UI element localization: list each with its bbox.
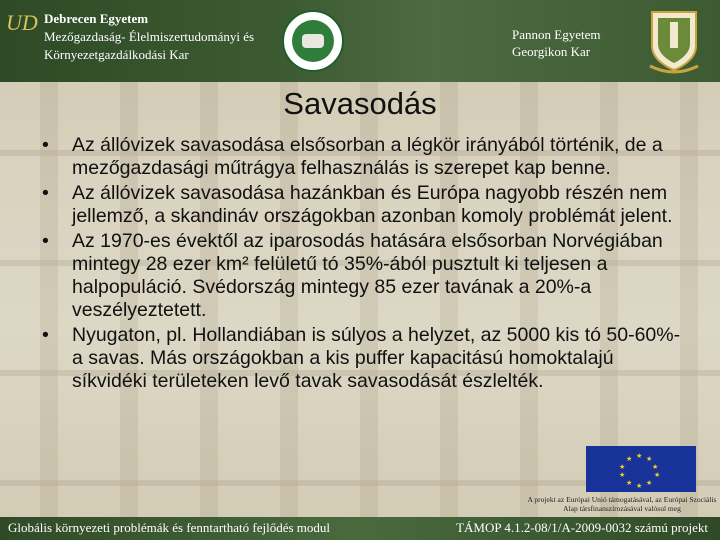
header-left-institution	[44, 10, 254, 64]
bullet-text-4: Nyugaton, pl. Hollandiában is súlyos a helyzet, az 5000 kis tó 50-60%-a savas. Más országokban a kis puffer kapacitású homoktalajú síkvidéki területeken levő tavak savasodását észlelték.	[72, 324, 681, 392]
bullet-dot: •	[42, 324, 49, 346]
bullet-item	[40, 134, 690, 180]
footer-module-title: Globális környezeti problémák és fenntartható fejlődés modul	[8, 520, 331, 535]
coat-of-arms-icon	[648, 8, 700, 74]
bullet-text-2: Az állóvizek savasodása hazánkban és Európa nagyobb részén nem jellemző, a skandináv országokban azonban komoly problémát jelent.	[72, 182, 673, 227]
eu-flag-icon: ★ ★ ★ ★ ★ ★ ★ ★ ★ ★	[586, 446, 696, 492]
bullet-dot: •	[42, 230, 49, 252]
bullet-dot: •	[42, 134, 49, 156]
bullet-item	[40, 324, 690, 393]
bullet-text-3: Az 1970-es évektől az iparosodás hatására elsősorban Norvégiában mintegy 28 ezer km² felületű tó 35%-ából pusztult ki teljesen a halpopuláció. Svédország mintegy 85 ezer tavának a 20%-a veszélyeztetett.	[72, 230, 663, 321]
footer-bar	[0, 517, 720, 540]
slide-title: Savasodás	[283, 86, 437, 121]
bullet-text-1: Az állóvizek savasodása elsősorban a légkör irányából történik, de a mezőgazdasági műtrágya felhasználás is szerepet kap benne.	[72, 134, 663, 179]
header-left-line-2: Mezőgazdaság- Élelmiszertudományi és	[44, 29, 255, 44]
header-banner	[0, 0, 720, 82]
bullet-dot: •	[42, 182, 49, 204]
header-right-line-2: Georgikon Kar	[512, 44, 591, 59]
eu-funding-note: A projekt az Európai Unió támogatásával, az Európai Szociális Alap társfinanszírozásával valósul meg	[527, 495, 717, 513]
header-right-line-1: Pannon Egyetem	[512, 27, 601, 42]
ud-logo: UD	[6, 10, 38, 35]
bullet-item	[40, 230, 690, 322]
bullet-list	[40, 134, 690, 395]
header-left-line-3: Környezetgazdálkodási Kar	[44, 47, 189, 62]
header-left-line-1: Debrecen Egyetem	[44, 11, 149, 26]
footer-project-id: TÁMOP 4.1.2-08/1/A-2009-0032 számú projekt	[456, 520, 708, 535]
header-right-institution	[512, 26, 600, 60]
university-seal-icon	[282, 10, 344, 72]
bullet-item	[40, 182, 690, 228]
